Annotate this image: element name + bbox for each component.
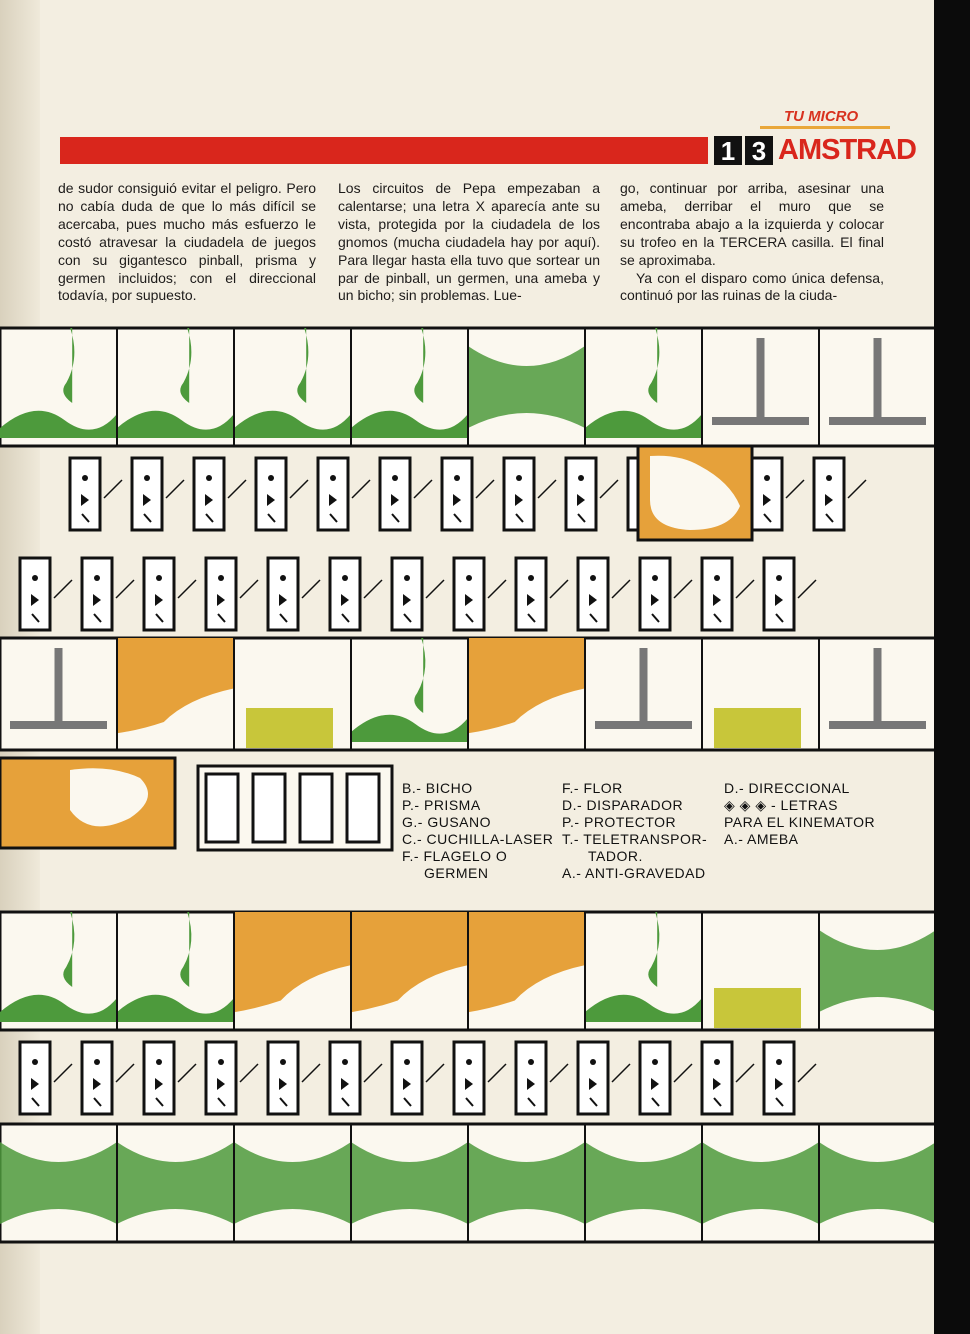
card-mark: [590, 575, 596, 581]
code-card: [82, 558, 112, 630]
code-card: [300, 774, 332, 842]
code-card: [454, 1042, 484, 1114]
card-arrow: [736, 580, 754, 598]
card-mark: [218, 1059, 224, 1065]
card-arrow: [798, 580, 816, 598]
paragraph: go, continuar por arriba, asesinar una ameba, derribar el muro que se encontraba abajo a la izquierda y colocar su trofeo en la TERCERA casilla. El final se aproximaba.: [620, 180, 884, 268]
card-mark: [280, 1059, 286, 1065]
card-arrow: [550, 1064, 568, 1082]
card-arrow: [848, 480, 866, 498]
card-mark: [528, 1059, 534, 1065]
card-mark: [516, 475, 522, 481]
card-arrow: [54, 1064, 72, 1082]
card-arrow: [612, 1064, 630, 1082]
card-mark: [392, 475, 398, 481]
card-arrow: [302, 1064, 320, 1082]
code-card: [454, 558, 484, 630]
card-arrow: [116, 580, 134, 598]
code-card: [566, 458, 596, 530]
code-card: [442, 458, 472, 530]
card-mark: [590, 1059, 596, 1065]
page-edge: [934, 0, 970, 1334]
code-card: [132, 458, 162, 530]
code-card: [330, 558, 360, 630]
card-mark: [32, 1059, 38, 1065]
code-card: [268, 558, 298, 630]
card-mark: [466, 575, 472, 581]
terrain-yellow: [714, 708, 801, 748]
card-arrow: [798, 1064, 816, 1082]
code-card: [194, 458, 224, 530]
section-kicker: TU MICRO: [784, 108, 859, 125]
card-arrow: [240, 580, 258, 598]
card-arrow: [364, 1064, 382, 1082]
code-card: [256, 458, 286, 530]
code-card: [318, 458, 348, 530]
card-mark: [156, 575, 162, 581]
legend-bicho: B.- BICHO: [402, 780, 473, 796]
card-mark: [94, 575, 100, 581]
card-arrow: [178, 580, 196, 598]
legend-ameba: A.- AMEBA: [724, 831, 799, 847]
legend-cuchilla: C.- CUCHILLA-LASER: [402, 831, 554, 847]
card-arrow: [414, 480, 432, 498]
code-card: [144, 558, 174, 630]
card-arrow: [674, 1064, 692, 1082]
card-arrow: [600, 480, 618, 498]
code-card: [578, 1042, 608, 1114]
legend-teletransportador: T.- TELETRANSPOR-: [562, 831, 708, 847]
card-mark: [528, 575, 534, 581]
card-arrow: [302, 580, 320, 598]
legend-protector: P.- PROTECTOR: [562, 814, 677, 830]
card-mark: [466, 1059, 472, 1065]
code-card: [640, 558, 670, 630]
card-arrow: [426, 1064, 444, 1082]
card-mark: [404, 1059, 410, 1065]
card-arrow: [550, 580, 568, 598]
card-arrow: [116, 1064, 134, 1082]
card-arrow: [166, 480, 184, 498]
card-mark: [652, 1059, 658, 1065]
card-mark: [404, 575, 410, 581]
card-arrow: [476, 480, 494, 498]
legend-germen: GERMEN: [424, 865, 489, 881]
code-card: [814, 458, 844, 530]
code-card: [206, 774, 238, 842]
card-arrow: [228, 480, 246, 498]
legend-flor: F.- FLOR: [562, 780, 623, 796]
card-arrow: [736, 1064, 754, 1082]
code-card: [392, 558, 422, 630]
paragraph: Ya con el disparo como única defensa, continuó por las ruinas de la ciuda-: [620, 269, 884, 304]
code-card: [752, 458, 782, 530]
code-card: [330, 1042, 360, 1114]
legend-gusano: G.- GUSANO: [402, 814, 492, 830]
paragraph: Los circuitos de Pepa empezaban a calentarse; una letra X aparecía ante su vista, protegida por la ciudadela de los gnomos (mucha ciudadela hay por aquí). Para llegar hasta ella tuvo que sortear un par de pinball, un germen, una ameba y un bicho; sin problemas. Lue-: [338, 180, 600, 304]
card-mark: [206, 475, 212, 481]
code-card: [578, 558, 608, 630]
legend-letras-cont: PARA EL KINEMATOR: [724, 814, 876, 830]
card-arrow: [674, 580, 692, 598]
card-arrow: [290, 480, 308, 498]
card-mark: [218, 575, 224, 581]
brand-title: AMSTRAD: [778, 134, 916, 166]
terrain-yellow: [246, 708, 333, 748]
code-card: [206, 558, 236, 630]
code-card: [347, 774, 379, 842]
code-card: [702, 558, 732, 630]
code-card: [253, 774, 285, 842]
legend-direccional: D.- DIRECCIONAL: [724, 780, 850, 796]
card-arrow: [240, 1064, 258, 1082]
card-arrow: [352, 480, 370, 498]
card-arrow: [786, 480, 804, 498]
card-mark: [330, 475, 336, 481]
code-card: [640, 1042, 670, 1114]
code-card: [504, 458, 534, 530]
section-number-digit: 3: [745, 136, 773, 165]
code-card: [702, 1042, 732, 1114]
legend-teletransportador-cont: TADOR.: [588, 848, 643, 864]
code-card: [82, 1042, 112, 1114]
card-arrow: [426, 580, 444, 598]
card-arrow: [612, 580, 630, 598]
legend-antigravedad: A.- ANTI-GRAVEDAD: [562, 865, 706, 881]
card-mark: [764, 475, 770, 481]
card-arrow: [488, 1064, 506, 1082]
card-mark: [454, 475, 460, 481]
code-card: [764, 1042, 794, 1114]
code-card: [20, 1042, 50, 1114]
code-card: [392, 1042, 422, 1114]
code-card: [206, 1042, 236, 1114]
card-arrow: [538, 480, 556, 498]
card-mark: [826, 475, 832, 481]
card-mark: [776, 575, 782, 581]
card-mark: [144, 475, 150, 481]
legend-letras: ◈ ◈ ◈ - LETRAS: [724, 797, 838, 813]
code-card: [516, 1042, 546, 1114]
card-arrow: [178, 1064, 196, 1082]
card-mark: [156, 1059, 162, 1065]
card-arrow: [364, 580, 382, 598]
card-mark: [652, 575, 658, 581]
legend-disparador: D.- DISPARADOR: [562, 797, 684, 813]
card-mark: [268, 475, 274, 481]
card-mark: [94, 1059, 100, 1065]
card-arrow: [104, 480, 122, 498]
card-mark: [714, 575, 720, 581]
card-mark: [82, 475, 88, 481]
code-card: [380, 458, 410, 530]
card-mark: [578, 475, 584, 481]
card-mark: [342, 575, 348, 581]
terrain-yellow: [714, 988, 801, 1028]
code-card: [516, 558, 546, 630]
code-card: [764, 558, 794, 630]
card-arrow: [488, 580, 506, 598]
code-card: [70, 458, 100, 530]
paragraph: de sudor consiguió evitar el peligro. Pero no cabía duda de que lo más difícil se acercaba, pues mucho más esfuerzo le costó atravesar la ciudadela de juegos con su gigantesco pinball, prisma y germen incluidos; con el direccional todavía, por supuesto.: [58, 180, 316, 304]
card-mark: [776, 1059, 782, 1065]
code-card: [20, 558, 50, 630]
section-number-digit: 1: [714, 136, 742, 165]
legend-flagelo: F.- FLAGELO O: [402, 848, 508, 864]
code-card: [268, 1042, 298, 1114]
card-arrow: [54, 580, 72, 598]
legend-prisma: P.- PRISMA: [402, 797, 481, 813]
code-card: [144, 1042, 174, 1114]
card-mark: [714, 1059, 720, 1065]
card-mark: [32, 575, 38, 581]
card-mark: [342, 1059, 348, 1065]
card-mark: [280, 575, 286, 581]
